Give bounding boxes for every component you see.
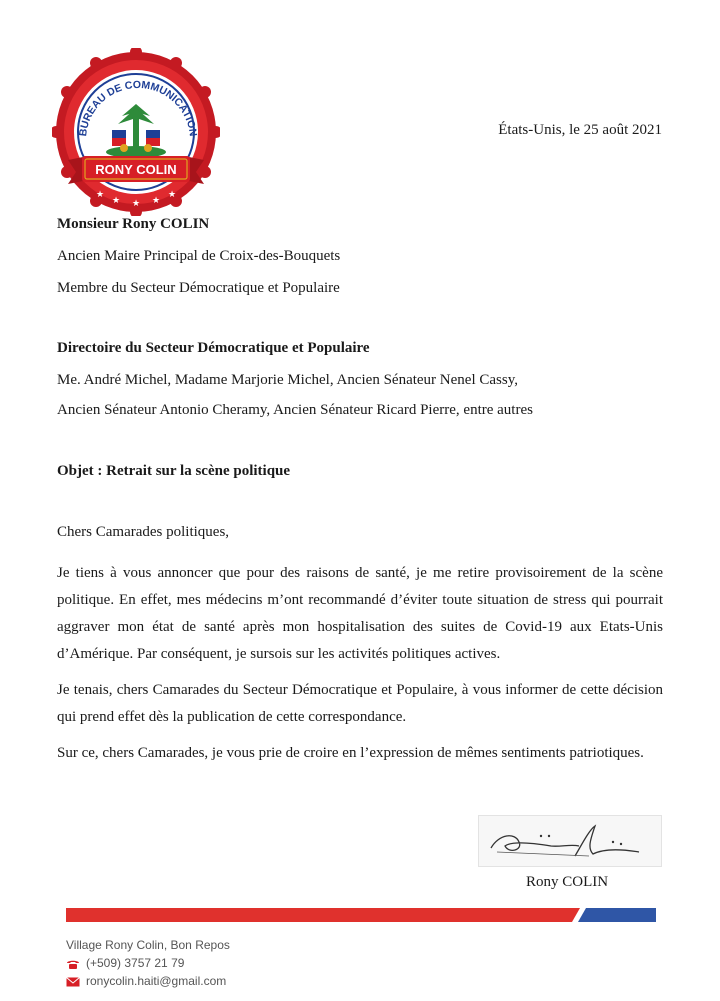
subject-text: Retrait sur la scène politique: [106, 463, 291, 479]
email-icon: [66, 977, 80, 987]
seal-banner-text: RONY COLIN: [95, 162, 177, 177]
sender-name: Monsieur Rony COLIN: [57, 216, 210, 232]
recipient-line-1: Me. André Michel, Madame Marjorie Michel, Ancien Sénateur Nenel Cassy,: [57, 372, 518, 388]
svg-text:★: ★: [112, 195, 121, 205]
phone-icon: [66, 959, 80, 969]
salutation: Chers Camarades politiques,: [57, 524, 230, 540]
bureau-communication-seal: [52, 48, 220, 216]
signatory-name: Rony COLIN: [526, 874, 609, 890]
svg-text:★: ★: [96, 189, 105, 199]
sender-title: Ancien Maire Principal de Croix-des-Bouquets: [57, 248, 341, 264]
svg-text:★: ★: [132, 198, 141, 208]
date-line: États-Unis, le 25 août 2021: [498, 122, 662, 138]
sender-membership: Membre du Secteur Démocratique et Populaire: [57, 280, 340, 296]
svg-text:★: ★: [168, 189, 177, 199]
subject-label: Objet :: [57, 463, 103, 479]
body-paragraph-1: Je tiens à vous annoncer que pour des raisons de santé, je me retire provisoirement de la scène politique. En effet, mes médecins m’ont recommandé d’éviter toute situation de stress qui pourrait aggraver mon état de santé après mon hospitalisation des suites de Covid-19 aux Etats-Unis d’Amérique. Par conséquent, je sursois sur les activités politiques actives.: [57, 565, 663, 662]
footer-phone-row: [66, 956, 184, 970]
body-paragraph-3: Sur ce, chers Camarades, je vous prie de croire en l’expression de mêmes sentiments patriotiques.: [57, 745, 644, 761]
recipient-heading: Directoire du Secteur Démocratique et Populaire: [57, 340, 370, 356]
body-paragraph-2: Je tenais, chers Camarades du Secteur Démocratique et Populaire, à vous informer de cette décision qui prend effet dès la publication de cette correspondance.: [57, 682, 663, 725]
footer-email-row[interactable]: [66, 974, 226, 988]
footer-phone: (+509) 3757 21 79: [86, 956, 185, 970]
recipient-line-2: Ancien Sénateur Antonio Cheramy, Ancien Sénateur Ricard Pierre, entre autres: [57, 402, 533, 418]
footer-address: Village Rony Colin, Bon Repos: [66, 938, 230, 952]
handwritten-signature: [479, 816, 661, 866]
seal-arc-text: BUREAU DE COMMUNICATION: [77, 78, 199, 138]
svg-text:★: ★: [152, 195, 161, 205]
signature-image: [478, 815, 662, 867]
subject-line: [57, 463, 290, 480]
footer-color-bar: [66, 908, 656, 922]
footer-email[interactable]: ronycolin.haiti@gmail.com: [86, 974, 227, 988]
